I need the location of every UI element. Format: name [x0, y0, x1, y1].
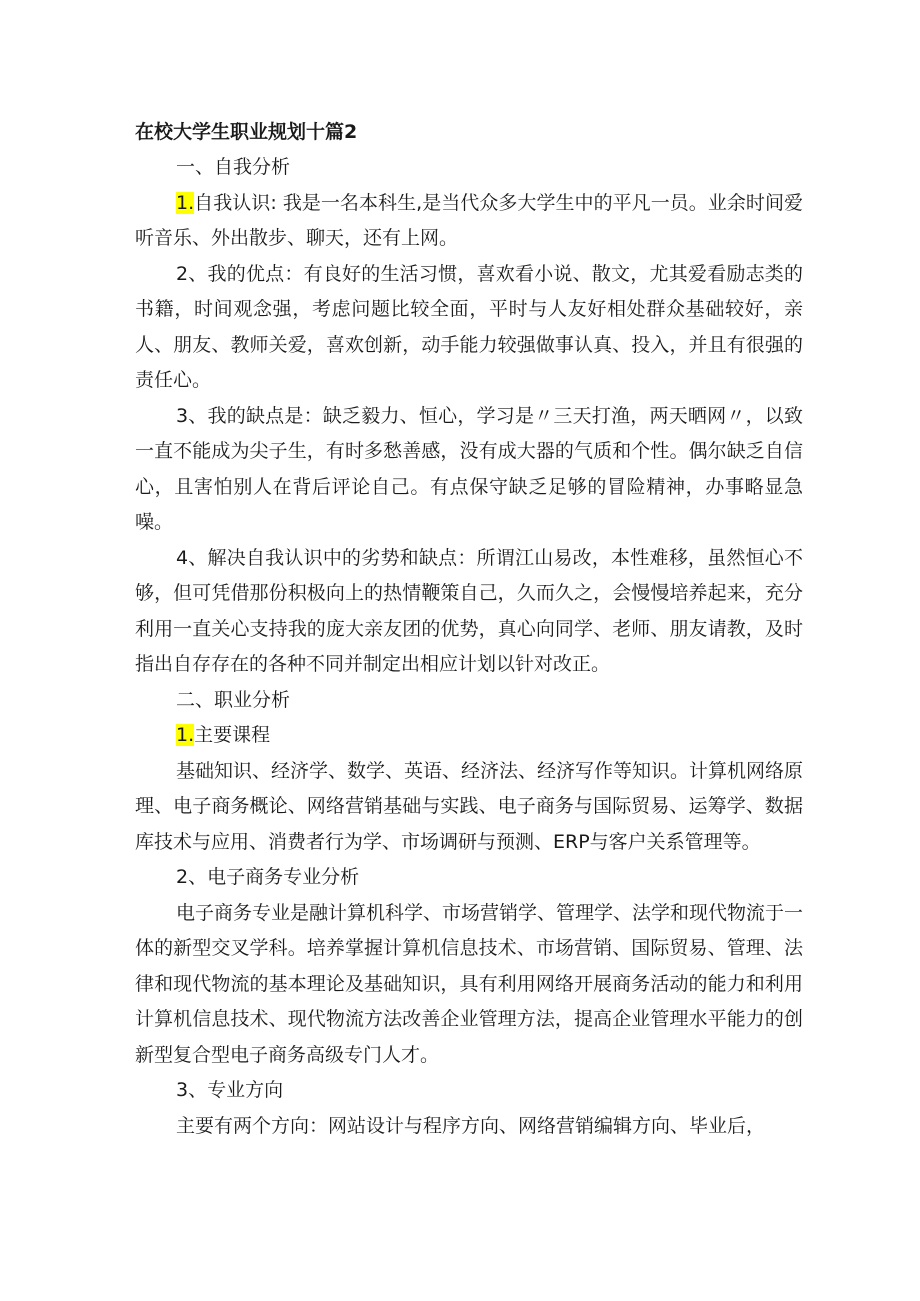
paragraph-directions: [135, 1109, 803, 1145]
heading-self-analysis: [135, 150, 803, 186]
heading-career-analysis: [135, 683, 803, 719]
paragraph-text: 3、专业方向: [176, 1079, 284, 1101]
heading-main-courses: [135, 718, 803, 754]
paragraph-text: 自我认识: 我是一名本科生,是当代众多大学生中的平凡一员。业余时间爱听音乐、外出散步、聊天，还有上网。: [135, 191, 803, 249]
highlighted-number: 1.: [176, 191, 195, 214]
paragraph-text: 2、电子商务专业分析: [176, 866, 360, 888]
paragraph-text: 2、我的优点：有良好的生活习惯，喜欢看小说、散文，尤其爱看励志类的书籍，时间观念强，考虑问题比较全面，平时与人友好相处群众基础较好，亲人、朋友、教师关爱，喜欢创新，动手能力较强做事认真、投入，并且有很强的责任心。: [135, 262, 803, 391]
paragraph-ecommerce: [135, 896, 803, 1074]
paragraph-text: 电子商务专业是融计算机科学、市场营销学、管理学、法学和现代物流于一体的新型交叉学科。培养掌握计算机信息技术、市场营销、国际贸易、管理、法律和现代物流的基本理论及基础知识，具有利用网络开展商务活动的能力和利用计算机信息技术、现代物流方法改善企业管理方法，提高企业管理水平能力的创新型复合型电子商务高级专门人才。: [135, 901, 804, 1066]
paragraph-text: 二、职业分析: [176, 688, 291, 711]
paragraph-text: 基础知识、经济学、数学、英语、经济法、经济写作等知识。计算机网络原理、电子商务概论、网络营销基础与实践、电子商务与国际贸易、运筹学、数据库技术与应用、消费者行为学、市场调研与预测、ERP与客户关系管理等。: [135, 759, 804, 853]
paragraph-solutions: [135, 541, 803, 683]
paragraph-self-awareness: [135, 186, 803, 257]
paragraph-text: 3、我的缺点是：缺乏毅力、恒心，学习是〃三天打渔，两天晒网〃，以致一直不能成为尖子生，有时多愁善感，没有成大器的气质和个性。偶尔缺乏自信心，且害怕别人在背后评论自己。有点保守缺乏足够的冒险精神，办事略显急噪。: [135, 404, 803, 533]
paragraph-weaknesses: [135, 399, 803, 541]
paragraph-text: 主要有两个方向：网站设计与程序方向、网络营销编辑方向、毕业后，: [176, 1114, 766, 1137]
heading-ecommerce-analysis: [135, 860, 803, 896]
document-title: 在校大学生职业规划十篇2: [135, 121, 358, 143]
paragraph-strengths: [135, 257, 803, 399]
paragraph-text: 4、解决自我认识中的劣势和缺点：所谓江山易改，本性难移，虽然恒心不够，但可凭借那份积极向上的热情鞭策自己，久而久之，会慢慢培养起来，充分利用一直关心支持我的庞大亲友团的优势，真心向同学、老师、朋友请教，及时指出自存存在的各种不同并制定出相应计划以针对改正。: [135, 546, 803, 675]
document-body: [135, 150, 803, 1144]
highlighted-number: 1.: [176, 724, 195, 746]
paragraph-text: 一、自我分析: [176, 156, 291, 178]
paragraph-courses: [135, 754, 803, 861]
heading-major-direction: [135, 1073, 803, 1109]
paragraph-text: 主要课程: [194, 724, 271, 746]
